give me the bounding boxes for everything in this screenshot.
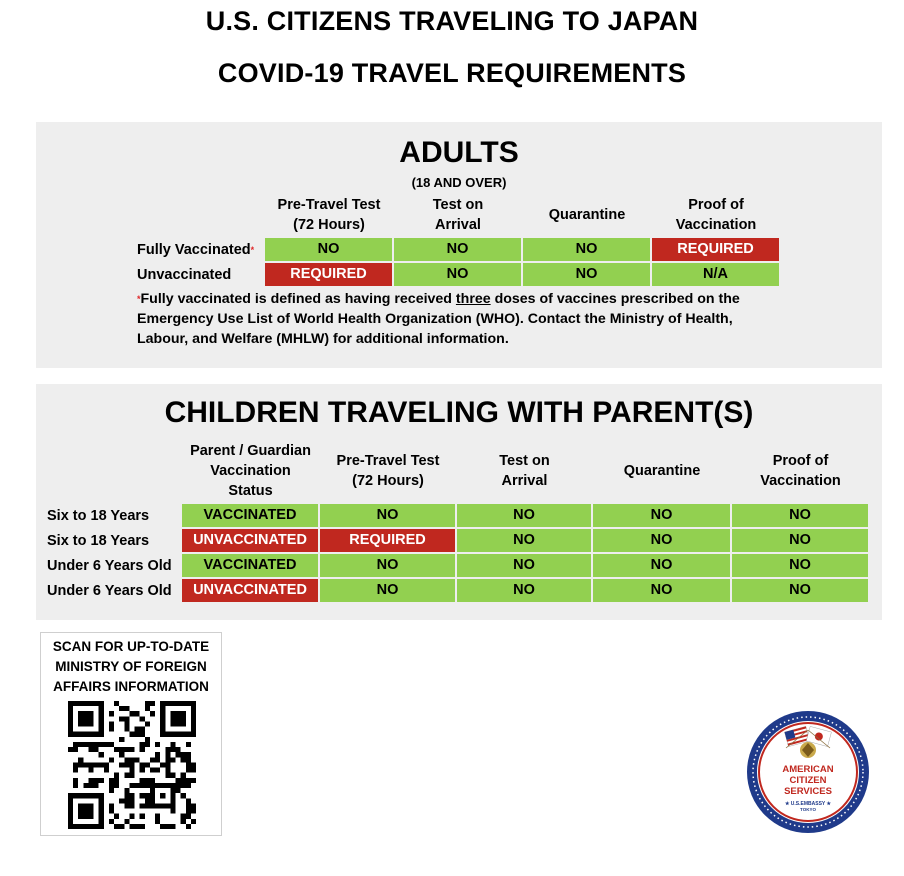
children-row-label: Six to 18 Years (47, 508, 150, 524)
children-status-cell: UNVACCINATED (182, 579, 318, 602)
scan-caption: SCAN FOR UP-TO-DATE MINISTRY OF FOREIGN AFFAIRS INFORMATION (52, 639, 210, 694)
children-status-cell: NO (320, 504, 455, 527)
adults-title: ADULTS (399, 136, 519, 169)
seal-line-5: TOKYO (800, 807, 816, 812)
children-status-cell: UNVACCINATED (182, 529, 318, 552)
children-status-cell: NO (457, 529, 591, 552)
children-status-cell: NO (593, 529, 730, 552)
children-column-header: Parent / Guardian Vaccination Status (190, 443, 311, 499)
children-row-label: Six to 18 Years (47, 533, 150, 549)
adults-status-cell: REQUIRED (265, 263, 392, 286)
adults-panel (36, 122, 882, 368)
adults-row-label (137, 238, 254, 262)
footnote-marker: * (137, 294, 141, 304)
adults-row-label (137, 263, 231, 287)
adults-column-header: Pre-Travel Test (72 Hours) (277, 197, 381, 233)
adults-column-header: Proof of Vaccination (675, 197, 757, 233)
seal-line-1: AMERICAN (782, 764, 834, 775)
footnote-marker: * (250, 245, 255, 255)
children-column-header: Test on Arrival (499, 453, 550, 489)
children-status-cell: NO (593, 579, 730, 602)
page-title-line-2: COVID-19 TRAVEL REQUIREMENTS (217, 58, 687, 88)
seal-line-2: CITIZEN (789, 775, 827, 786)
adults-row-label-text: Unvaccinated (137, 267, 232, 283)
adults-column-header: Test on Arrival (432, 197, 484, 233)
children-status-cell: NO (732, 529, 868, 552)
children-status-cell: NO (593, 504, 730, 527)
children-status-cell: NO (457, 554, 591, 577)
seal-line-3: SERVICES (784, 786, 832, 797)
children-status-cell: REQUIRED (320, 529, 455, 552)
page-title-line-1: U.S. CITIZENS TRAVELING TO JAPAN (205, 6, 699, 36)
children-status-cell: NO (457, 504, 591, 527)
adults-status-cell: N/A (652, 263, 779, 286)
adults-column-header: Quarantine (548, 207, 626, 223)
children-status-cell: NO (732, 579, 868, 602)
adults-status-cell: NO (265, 238, 392, 261)
qr-code-icon[interactable] (68, 701, 196, 829)
children-status-cell: NO (320, 579, 455, 602)
children-status-cell: VACCINATED (182, 504, 318, 527)
scan-box (40, 632, 222, 836)
adults-status-cell: REQUIRED (652, 238, 779, 261)
children-column-header: Quarantine (623, 463, 701, 479)
footnote-emphasis: three (455, 291, 491, 307)
adults-status-cell: NO (523, 263, 650, 286)
children-status-cell: NO (732, 504, 868, 527)
adults-subtitle: (18 AND OVER) (411, 175, 507, 190)
adults-status-cell: NO (394, 238, 521, 261)
children-title: CHILDREN TRAVELING WITH PARENT(S) (164, 396, 754, 429)
american-citizen-services-seal-icon (746, 710, 870, 834)
children-status-cell: NO (457, 579, 591, 602)
children-status-cell: NO (593, 554, 730, 577)
children-column-header: Pre-Travel Test (72 Hours) (336, 453, 440, 489)
children-column-header: Proof of Vaccination (760, 453, 841, 489)
children-status-cell: VACCINATED (182, 554, 318, 577)
adults-status-cell: NO (394, 263, 521, 286)
children-panel (36, 384, 882, 620)
children-row-label: Under 6 Years Old (47, 558, 172, 574)
children-status-cell: NO (732, 554, 868, 577)
footnote-text-2: doses of vaccines prescribed on the Emergency Use List of World Health Organization (WHO). Contact the Ministry of Health, Labour, and Welfare (MHLW) for additional information. (137, 291, 740, 347)
adults-status-cell: NO (523, 238, 650, 261)
children-row-label: Under 6 Years Old (47, 583, 172, 599)
adults-row-label-text: Fully Vaccinated (137, 242, 251, 258)
footnote-text-1: Fully vaccinated is defined as having received (140, 291, 456, 307)
seal-line-4: ★ U.S.EMBASSY ★ (784, 801, 832, 807)
children-status-cell: NO (320, 554, 455, 577)
adults-footnote (137, 289, 787, 349)
